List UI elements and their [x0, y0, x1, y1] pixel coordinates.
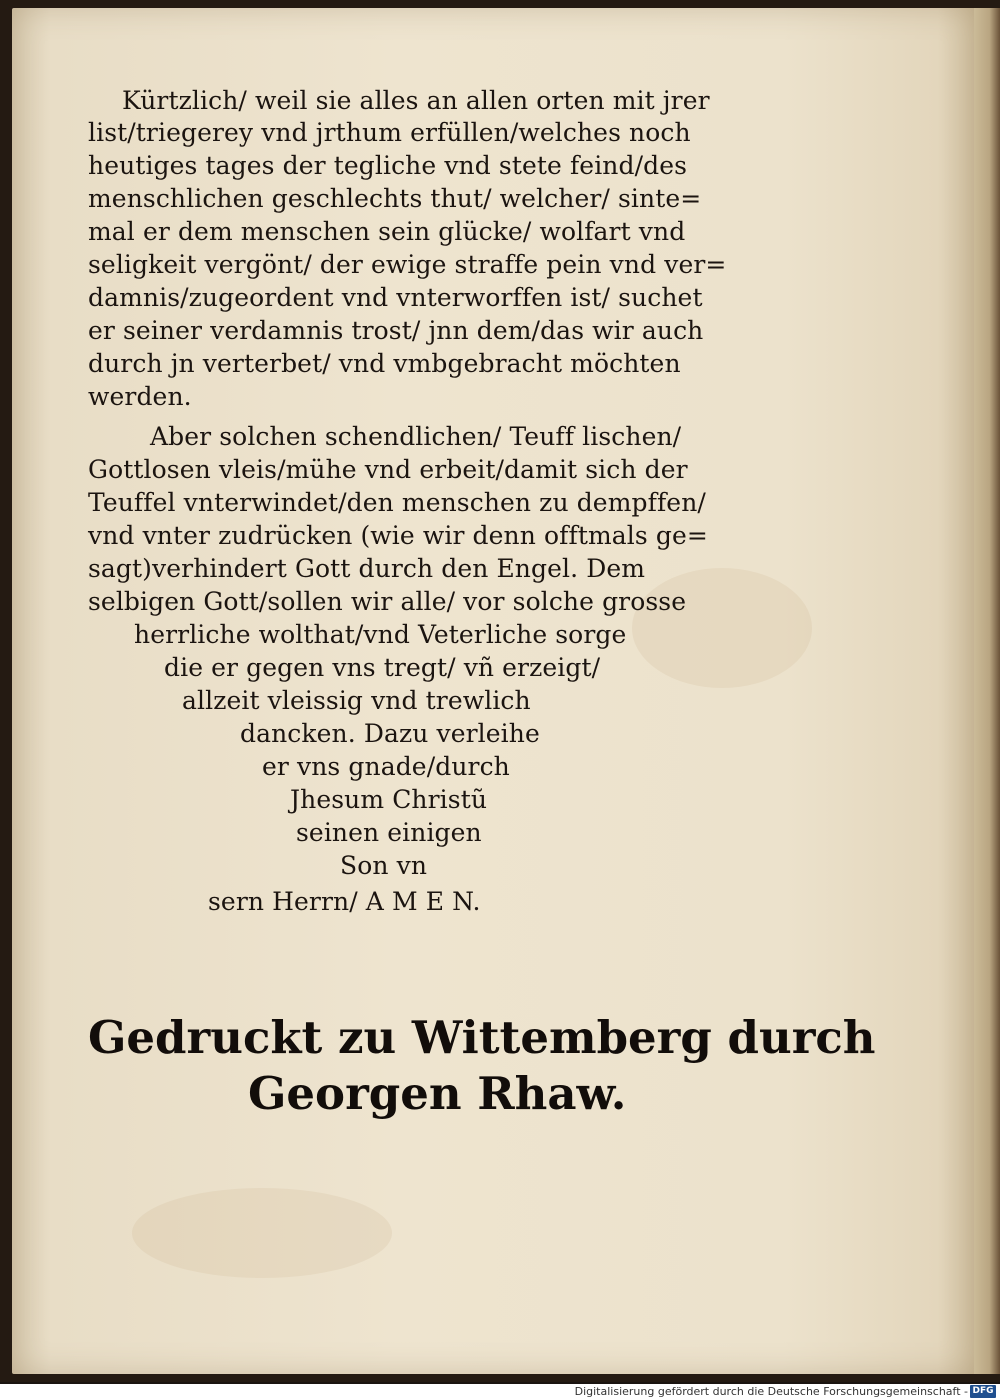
text-line: sern Herrn/ A M E N.	[208, 887, 481, 916]
text-line: seligkeit vergönt/ der ewige straffe pein vnd ver=	[88, 250, 727, 279]
text-line: vnd vnter zudrücken (wie wir denn offtmals ge=	[88, 521, 708, 550]
text-line: heutiges tages der tegliche vnd stete feind/des	[88, 151, 688, 180]
attribution-text: Digitalisierung gefördert durch die Deutsche Forschungsgemeinschaft -	[574, 1385, 968, 1398]
text-line: Jhesum Christũ	[290, 785, 488, 814]
text-line: allzeit vleissig vnd trewlich	[182, 686, 531, 715]
imprint-line: Gedruckt zu Wittemberg durch	[88, 1011, 876, 1064]
text-line: sagt)verhindert Gott durch den Engel. Dem	[88, 554, 646, 583]
text-line: werden.	[88, 382, 192, 411]
text-line: er seiner verdamnis trost/ jnn dem/das wir auch	[88, 316, 704, 345]
imprint-line: Georgen Rhaw.	[248, 1067, 627, 1120]
text-line: die er gegen vns tregt/ vñ erzeigt/	[164, 653, 601, 682]
text-line: mal er dem menschen sein glücke/ wolfart vnd	[88, 217, 686, 246]
text-line: seinen einigen	[296, 818, 482, 847]
text-line: herrliche wolthat/vnd Veterliche sorge	[134, 620, 627, 649]
text-line: Kürtzlich/ weil sie alles an allen orten mit jrer	[122, 86, 710, 115]
text-line: list/triegerey vnd jrthum erfüllen/welches noch	[88, 118, 691, 147]
text-line: Son vn	[340, 851, 428, 880]
text-line: durch jn verterbet/ vnd vmbgebracht möchten	[88, 349, 681, 378]
text-line: damnis/zugeordent vnd vnterworffen ist/ suchet	[88, 283, 703, 312]
text-line: dancken. Dazu verleihe	[240, 719, 540, 748]
text-line: Teuffel vnterwindet/den menschen zu dempffen/	[88, 488, 706, 517]
text-line: menschlichen geschlechts thut/ welcher/ sinte=	[88, 184, 702, 213]
dfg-logo: DFG	[970, 1385, 996, 1398]
text-line: Aber solchen schendlichen/ Teuff lischen/	[150, 422, 682, 451]
text-line: selbigen Gott/sollen wir alle/ vor solche grosse	[88, 587, 687, 616]
text-line: er vns gnade/durch	[262, 752, 510, 781]
digitization-footer	[0, 1384, 1000, 1400]
text-line: Gottlosen vleis/mühe vnd erbeit/damit sich der	[88, 455, 688, 484]
